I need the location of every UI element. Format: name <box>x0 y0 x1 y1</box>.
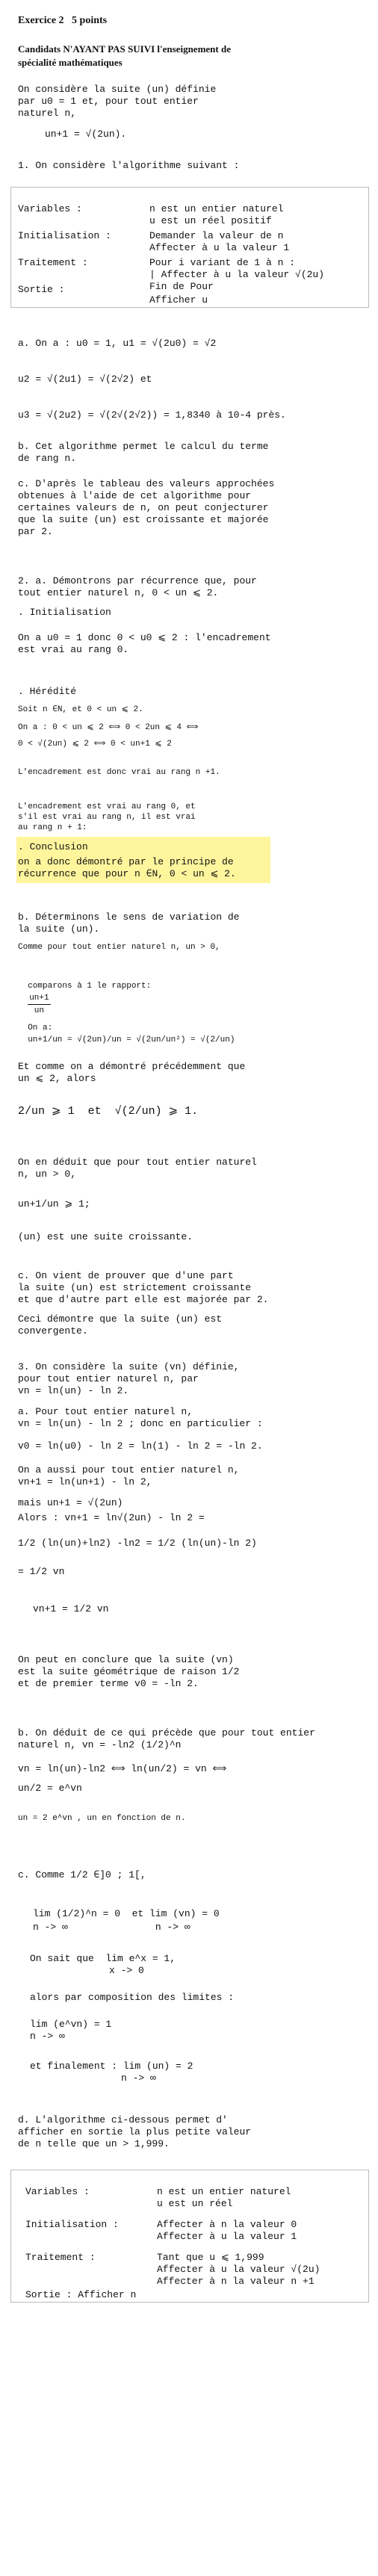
q1-c-line-2: obtenues à l'aide de cet algorithme pour <box>18 490 252 501</box>
exercise-title: Exercice 2 5 points <box>18 15 108 26</box>
q1-c-line-1: c. D'après le tableau des valeurs approchées <box>18 478 275 489</box>
q3-b-line-4: un = 2 e^vn , un en fonction de n. <box>18 1814 186 1823</box>
q2-concl-title: . Conclusion <box>18 841 88 852</box>
q1-c-line-5: par 2. <box>18 526 53 537</box>
q3-a-line-13: et de premier terme v0 = -ln 2. <box>18 1678 199 1689</box>
q3-a-line-6: mais un+1 = √(2un) <box>18 1497 123 1508</box>
q1-a-line-2: u2 = √(2u1) = √(2√2) et <box>18 374 152 385</box>
q2-c-line-5: convergente. <box>18 1325 88 1337</box>
intro-formula: un+1 = √(2un). <box>45 129 127 140</box>
algo2-exit-1: Afficher n <box>78 2289 137 2300</box>
q2-c-line-3: et que d'autre part elle est majorée par 2. <box>18 1294 269 1305</box>
algo1-variables-1: n est un entier naturel <box>149 203 284 214</box>
algo1-treat-1: Pour i variant de 1 à n : <box>149 257 296 268</box>
q3-line-3: vn = ln(un) - ln 2. <box>18 1385 129 1396</box>
q2-hered-line-3: 0 < √(2un) ⩽ 2 ⟺ 0 < un+1 ⩽ 2 <box>18 740 172 749</box>
q2-b-line-2: la suite (un). <box>18 923 100 935</box>
q2-concl-line-2: récurrence que pour n ∈N, 0 < un ⩽ 2. <box>18 868 236 879</box>
q3-a-line-11: On peut en conclure que la suite (vn) <box>18 1654 234 1665</box>
q2-b-line-7: un ⩽ 2, alors <box>18 1073 96 1084</box>
algo2-treat-1: Tant que u ⩽ 1,999 <box>157 2252 264 2263</box>
algo2-variables-label: Variables : <box>25 2186 90 2197</box>
q2-hered-line-5: L'encadrement est vrai au rang 0, et <box>18 802 196 811</box>
algo2-init-label: Initialisation : <box>25 2219 119 2230</box>
q3-d-line-1: d. L'algorithme ci-dessous permet d' <box>18 2114 228 2125</box>
q2-b-line-11: un+1/un ⩾ 1; <box>18 1198 90 1210</box>
algo1-treat-2: | Affecter à u la valeur √(2u) <box>149 269 325 280</box>
q2-init-line-1: On a u0 = 1 donc 0 < u0 ⩽ 2 : l'encadrement <box>18 632 271 643</box>
q2-b-line-8: 2/un ⩾ 1 et √(2/un) ⩾ 1. <box>18 1105 199 1118</box>
q2-c-line-4: Ceci démontre que la suite (un) est <box>18 1313 223 1325</box>
audience-line-2: spécialité mathématiques <box>18 57 123 68</box>
q3-c-line-7: lim (e^vn) = 1 <box>30 2019 112 2030</box>
algo2-variables-1: n est un entier naturel <box>157 2186 291 2197</box>
algo1-variables-2: u est un réel positif <box>149 215 272 226</box>
q3-a-line-12: est la suite géométrique de raison 1/2 <box>18 1666 240 1677</box>
q3-c-line-2: lim (1/2)^n = 0 et lim (vn) = 0 <box>33 1908 220 1919</box>
q3-c-line-6: alors par composition des limites : <box>30 1992 235 2003</box>
algo1-init-2: Affecter à u la valeur 1 <box>149 242 290 253</box>
q1-b-line-2: de rang n. <box>18 453 77 464</box>
ratio-denominator: un <box>34 1006 44 1015</box>
q3-c-line-10: n -> ∞ <box>121 2072 156 2084</box>
q2-c-line-2: la suite (un) est strictement croissante <box>18 1282 252 1293</box>
q2-b-line-9: On en déduit que pour tout entier naturel <box>18 1157 257 1168</box>
q3-c-line-3: n -> ∞ n -> ∞ <box>33 1922 190 1933</box>
q2-b-line-3: Comme pour tout entier naturel n, un > 0, <box>18 943 220 952</box>
q1-a-line-1: a. On a : u0 = 1, u1 = √(2u0) = √2 <box>18 338 217 349</box>
q3-a-line-7: Alors : vn+1 = ln√(2un) - ln 2 = <box>18 1512 205 1523</box>
q1-c-line-3: certaines valeurs de n, on peut conjecturer <box>18 502 269 513</box>
audience-line-1: Candidats N'AYANT PAS SUIVI l'enseignement de <box>18 43 231 55</box>
algo1-exit-1: Afficher u <box>149 294 208 306</box>
q1-a-line-3: u3 = √(2u2) = √(2√(2√2)) = 1,8340 à 10-4 près. <box>18 409 286 421</box>
q2-concl-line-1: on a donc démontré par le principe de <box>18 856 234 867</box>
q3-c-line-5: x -> 0 <box>109 1965 144 1976</box>
q2-b-line-10: n, un > 0, <box>18 1168 77 1180</box>
q2-c-line-1: c. On vient de prouver que d'une part <box>18 1270 234 1281</box>
q2-hered-line-2: On a : 0 < un ⩽ 2 ⟺ 0 < 2un ⩽ 4 ⟺ <box>18 723 199 732</box>
q2-a-line-2: tout entier naturel n, 0 < un ⩽ 2. <box>18 587 219 598</box>
algo2-treat-3: Affecter à n la valeur n +1 <box>157 2276 315 2287</box>
q1-title: 1. On considère l'algorithme suivant : <box>18 160 240 171</box>
algo1-exit-label: Sortie : <box>18 284 65 295</box>
q2-init-line-2: est vrai au rang 0. <box>18 644 129 655</box>
q3-line-2: pour tout entier naturel n, par <box>18 1373 199 1384</box>
q2-hered-line-1: Soit n ∈N, et 0 < un ⩽ 2. <box>18 705 143 714</box>
algo2-exit-label-text: Sortie : <box>25 2289 72 2300</box>
q2-hered-line-6: s'il est vrai au rang n, il est vrai <box>18 813 196 822</box>
q2-b-line-1: b. Déterminons le sens de variation de <box>18 911 240 923</box>
q1-b-line-1: b. Cet algorithme permet le calcul du terme <box>18 441 269 452</box>
q3-a-line-5: vn+1 = ln(un+1) - ln 2, <box>18 1476 152 1487</box>
q3-c-line-1: c. Comme 1/2 ∈]0 ; 1[, <box>18 1869 146 1880</box>
q2-hered-title: . Hérédité <box>18 686 77 697</box>
q2-b-line-6: Et comme on a démontré précédemment que <box>18 1061 246 1072</box>
algo2-init-1: Affecter à n la valeur 0 <box>157 2219 297 2230</box>
algo2-init-2: Affecter à u la valeur 1 <box>157 2231 297 2242</box>
q1-c-line-4: que la suite (un) est croissante et majorée <box>18 514 269 525</box>
algo2-treat-label: Traitement : <box>25 2252 96 2263</box>
algo1-init-1: Demander la valeur de n <box>149 230 284 241</box>
algo1-init-label: Initialisation : <box>18 230 111 241</box>
intro-line-3: naturel n, <box>18 108 77 119</box>
q3-a-line-10: vn+1 = 1/2 vn <box>33 1603 109 1614</box>
q2-b-line-5-prefix: On a: <box>28 1024 53 1032</box>
q3-a-line-3: v0 = ln(u0) - ln 2 = ln(1) - ln 2 = -ln 2. <box>18 1440 263 1452</box>
q3-a-line-4: On a aussi pour tout entier naturel n, <box>18 1464 240 1476</box>
q2-init-title: . Initialisation <box>18 607 111 618</box>
q2-hered-line-4: L'encadrement est donc vrai au rang n +1. <box>18 768 220 777</box>
q3-c-line-4: On sait que lim e^x = 1, <box>30 1953 176 1964</box>
q3-d-line-2: afficher en sortie la plus petite valeur <box>18 2126 252 2137</box>
q3-c-line-9: et finalement : lim (un) = 2 <box>30 2061 193 2072</box>
ratio-numerator: un+1 <box>28 992 50 1005</box>
q3-d-line-3: de n telle que un > 1,999. <box>18 2138 170 2149</box>
algo2-treat-2: Affecter à u la valeur √(2u) <box>157 2264 320 2275</box>
intro-line-1: On considère la suite (un) définie <box>18 84 217 95</box>
q3-b-line-3: un/2 = e^vn <box>18 1783 82 1794</box>
q2-b-line-5 <box>18 1010 360 1046</box>
q2-b-line-4-text: comparons à 1 le rapport: <box>28 982 152 991</box>
q3-line-1: 3. On considère la suite (vn) définie, <box>18 1361 240 1372</box>
q2-a-line-1: 2. a. Démontrons par récurrence que, pour <box>18 575 257 586</box>
q2-b-line-5-formula: un+1/un = √(2un)/un = √(2un/un²) = √(2/un) <box>28 1035 235 1044</box>
algo1-treat-label: Traitement : <box>18 257 88 268</box>
q2-b-line-12: (un) est une suite croissante. <box>18 1231 193 1242</box>
q3-a-line-8: 1/2 (ln(un)+ln2) -ln2 = 1/2 (ln(un)-ln 2) <box>18 1538 257 1549</box>
intro-line-2: par u0 = 1 et, pour tout entier <box>18 96 199 107</box>
q3-a-line-9: = 1/2 vn <box>18 1566 65 1577</box>
algo2-variables-2: u est un réel <box>157 2198 233 2209</box>
q3-b-line-1: b. On déduit de ce qui précède que pour tout entier naturel n, vn = -ln2 (1/2)^n <box>18 1727 321 1750</box>
algo2-exit-label <box>25 2289 360 2301</box>
algo1-treat-3: Fin de Pour <box>149 281 214 292</box>
q2-hered-line-7: au rang n + 1: <box>18 823 87 832</box>
q3-c-line-8: n -> ∞ <box>30 2031 65 2042</box>
algo1-variables-label: Variables : <box>18 203 82 214</box>
q3-b-line-2: vn = ln(un)-ln2 ⟺ ln(un/2) = vn ⟺ <box>18 1763 227 1774</box>
q3-a-line-2: vn = ln(un) - ln 2 ; donc en particulier : <box>18 1418 263 1429</box>
q3-a-line-1: a. Pour tout entier naturel n, <box>18 1406 193 1417</box>
